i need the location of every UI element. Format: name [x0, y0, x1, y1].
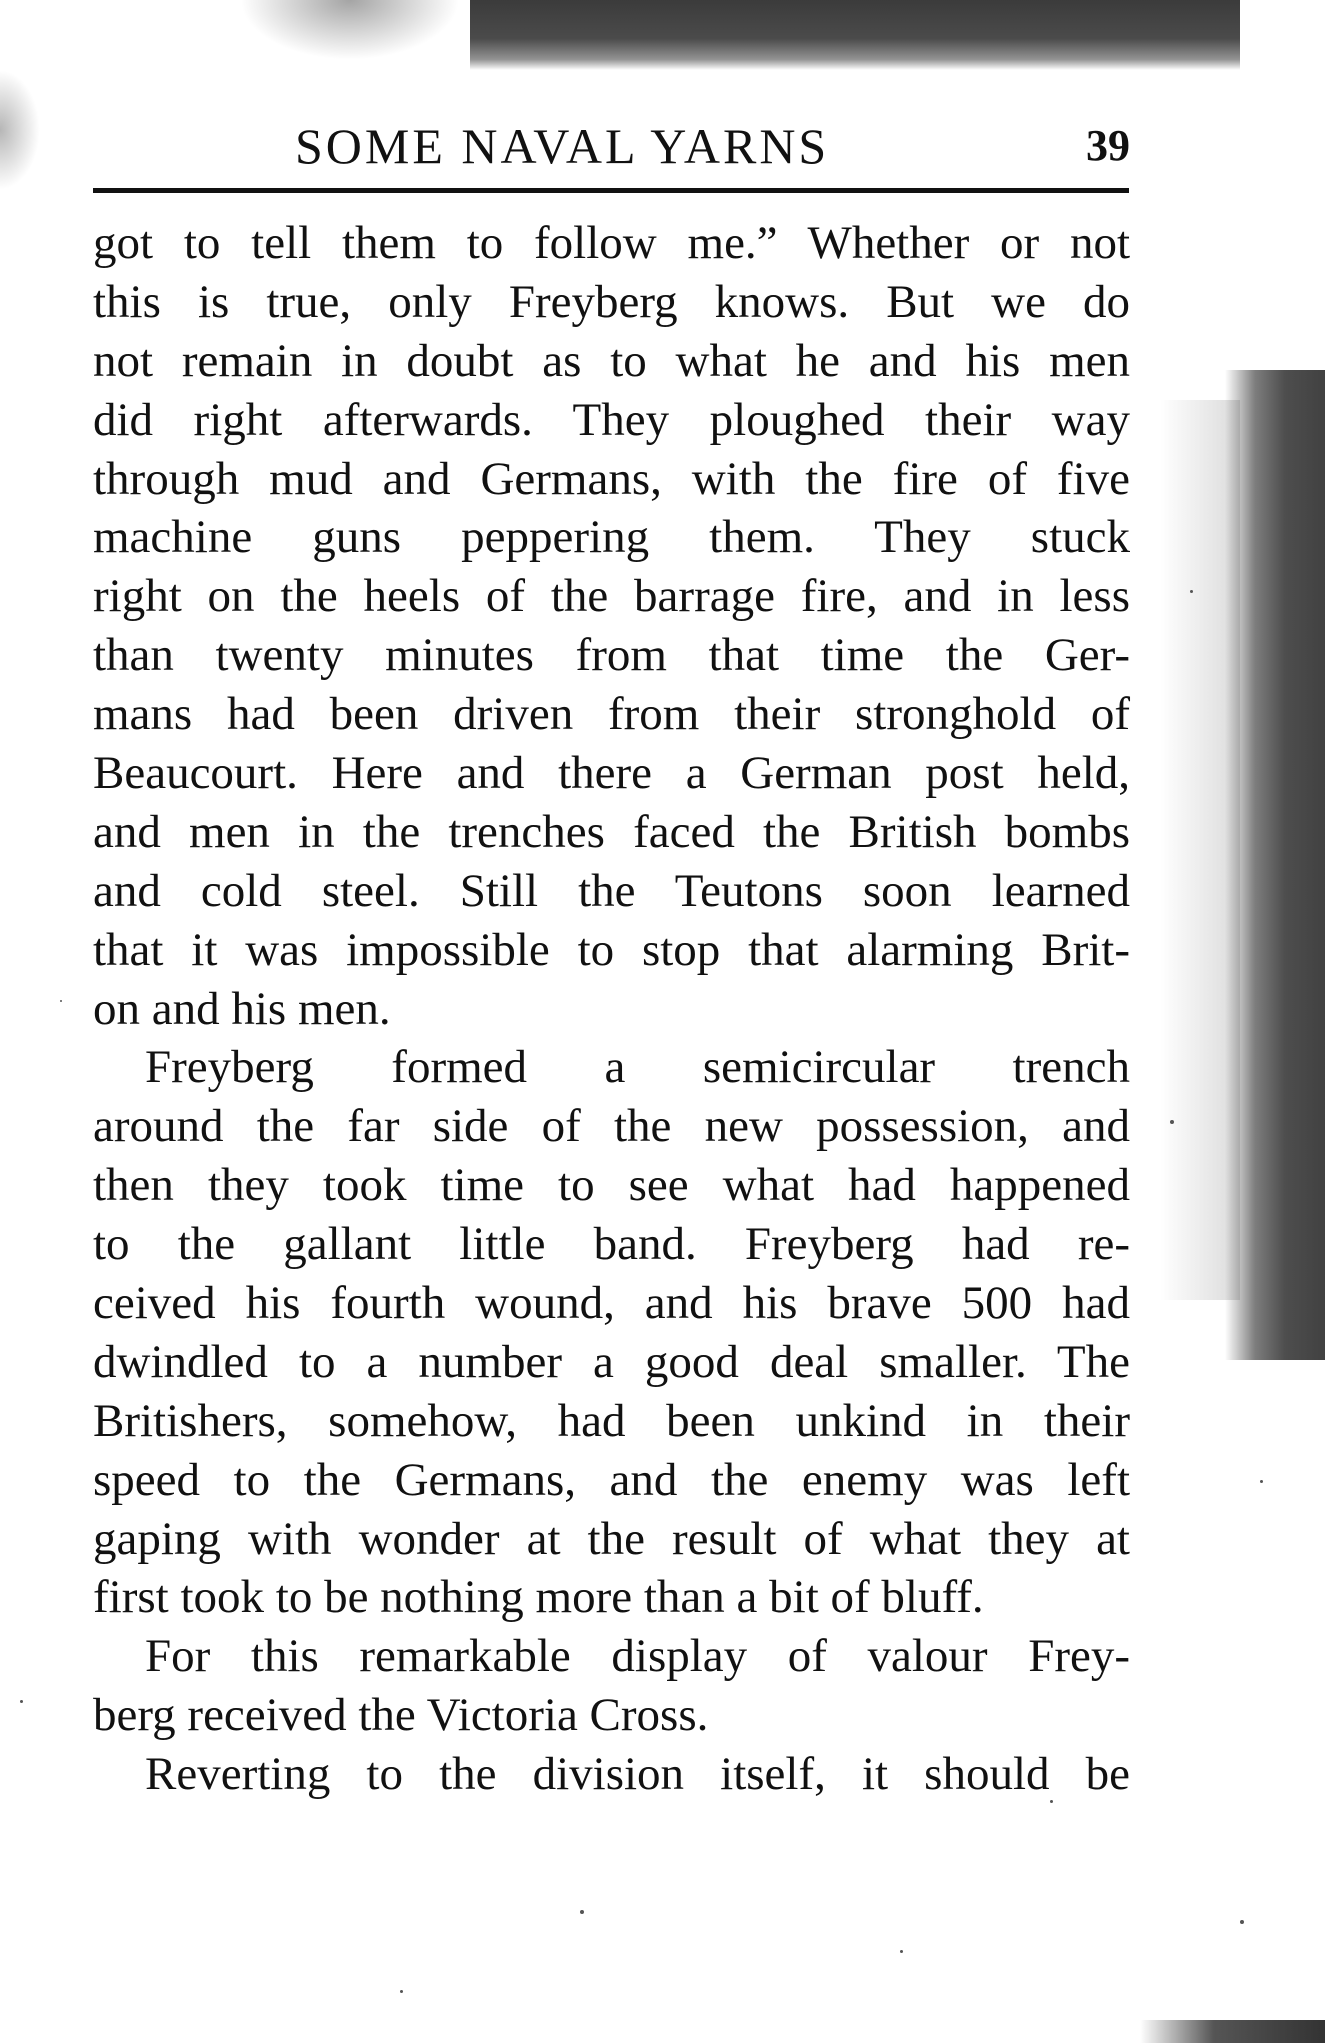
header-rule	[93, 188, 1129, 193]
scan-artifact-left	[0, 70, 40, 190]
text-line: berg received the Victoria Cross.	[93, 1689, 709, 1742]
text-line: mans had been driven from their stronghold of	[93, 688, 1130, 741]
body-text	[93, 214, 1130, 1804]
text-line: and cold steel. Still the Teutons soon learned	[93, 864, 1130, 917]
text-line: dwindled to a number a good deal smaller. The	[93, 1335, 1130, 1388]
page-number: 39	[1086, 121, 1130, 170]
scan-speck	[580, 1910, 584, 1914]
text-line: right on the heels of the barrage fire, and in less	[93, 570, 1130, 623]
text-line: speed to the Germans, and the enemy was left	[93, 1453, 1130, 1506]
scan-speck	[400, 1990, 403, 1993]
scan-speck	[20, 1700, 23, 1703]
text-line: Freyberg formed a semicircular trench	[145, 1041, 1130, 1094]
page-header	[95, 116, 1130, 186]
scan-artifact-bottom	[1140, 2020, 1325, 2043]
text-line: through mud and Germans, with the fire of five	[93, 452, 1130, 505]
scan-artifact-top	[470, 0, 1240, 70]
scan-artifact-top-left	[240, 0, 460, 60]
scan-speck	[1170, 1120, 1174, 1124]
text-line: machine guns peppering them. They stuck	[93, 511, 1130, 564]
text-line: than twenty minutes from that time the Ger-	[93, 629, 1130, 682]
text-line: gaping with wonder at the result of what they at	[93, 1512, 1130, 1565]
scan-speck	[1050, 1800, 1053, 1803]
scan-artifact-right	[1225, 370, 1325, 1360]
scan-speck	[900, 1950, 903, 1953]
scan-speck	[1260, 1480, 1263, 1483]
text-line: got to tell them to follow me.” Whether or not	[93, 217, 1130, 269]
scan-speck	[1190, 590, 1193, 593]
text-line: not remain in doubt as to what he and his men	[93, 334, 1130, 387]
text-line: Reverting to the division itself, it should be	[145, 1748, 1130, 1801]
text-line: and men in the trenches faced the British bombs	[93, 805, 1130, 858]
text-line: that it was impossible to stop that alarming Brit-	[93, 923, 1130, 976]
text-line: around the far side of the new possession, and	[93, 1100, 1130, 1153]
text-line: this is true, only Freyberg knows. But we do	[93, 275, 1130, 328]
text-line: then they took time to see what had happened	[93, 1159, 1130, 1212]
text-line: Britishers, somehow, had been unkind in their	[93, 1394, 1130, 1447]
scan-speck	[60, 1000, 62, 1002]
text-line: to the gallant little band. Freyberg had re-	[93, 1218, 1130, 1271]
running-title: SOME NAVAL YARNS	[295, 118, 830, 174]
text-line: first took to be nothing more than a bit of bluff.	[93, 1571, 984, 1624]
text-line: Beaucourt. Here and there a German post held,	[93, 747, 1130, 800]
text-line: For this remarkable display of valour Frey-	[145, 1630, 1130, 1683]
text-line: ceived his fourth wound, and his brave 500 had	[93, 1277, 1130, 1330]
text-line: on and his men.	[93, 982, 391, 1035]
scan-speck	[1240, 1920, 1244, 1924]
text-line: did right afterwards. They ploughed their way	[93, 393, 1130, 446]
